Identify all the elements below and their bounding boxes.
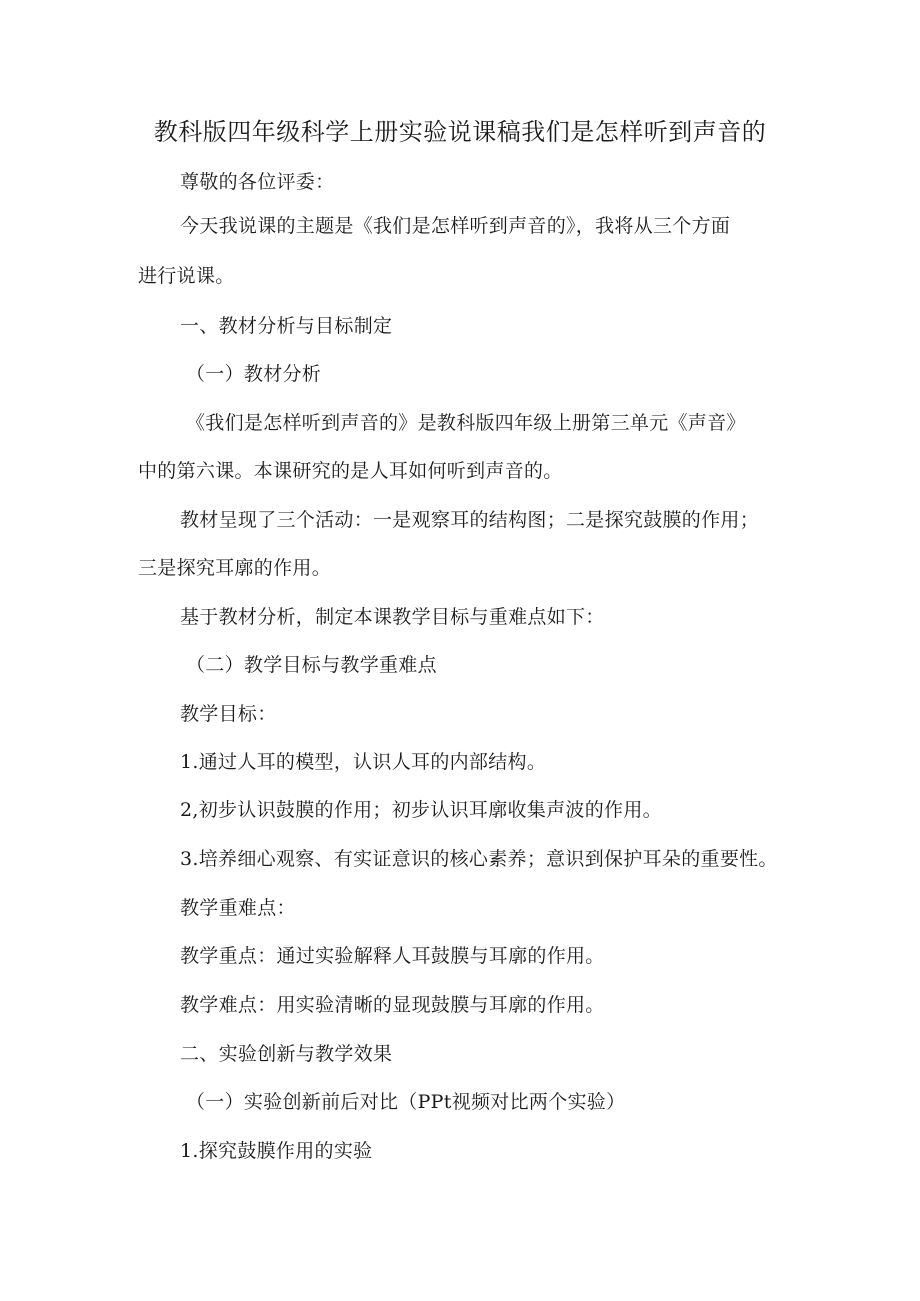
list-item: 1.探究鼓膜作用的实验 xyxy=(180,1140,373,1162)
paragraph-line: 三是探究耳廓的作用。 xyxy=(138,557,332,579)
paragraph-line: 教材呈现了三个活动：一是观察耳的结构图；二是探究鼓膜的作用； xyxy=(180,509,760,531)
paragraph-line: 教学重难点： xyxy=(180,897,296,919)
list-item: 3.培养细心观察、有实证意识的核心素养；意识到保护耳朵的重要性。 xyxy=(180,848,778,870)
paragraph-line: 教学目标： xyxy=(180,703,277,725)
subsection-heading: （一）实验创新前后对比（PPt视频对比两个实验） xyxy=(186,1091,626,1113)
subsection-heading: （二）教学目标与教学重难点 xyxy=(186,654,437,676)
section-heading: 二、实验创新与教学效果 xyxy=(180,1043,393,1065)
paragraph-line: 教学重点：通过实验解释人耳鼓膜与耳廓的作用。 xyxy=(180,945,605,967)
salutation-line: 尊敬的各位评委： xyxy=(180,171,335,193)
paragraph-line: 进行说课。 xyxy=(138,265,235,287)
list-item: 2,初步认识鼓膜的作用；初步认识耳廓收集声波的作用。 xyxy=(180,799,662,821)
paragraph-line: 教学难点：用实验清晰的显现鼓膜与耳廓的作用。 xyxy=(180,994,605,1016)
paragraph-line: 中的第六课。本课研究的是人耳如何听到声音的。 xyxy=(138,460,563,482)
section-heading: 一、教材分析与目标制定 xyxy=(180,315,393,337)
paragraph-line: 基于教材分析，制定本课教学目标与重难点如下： xyxy=(180,606,605,628)
subsection-heading: （一）教材分析 xyxy=(186,363,322,385)
list-item: 1.通过人耳的模型，认识人耳的内部结构。 xyxy=(180,751,547,773)
document-title: 教科版四年级科学上册实验说课稿我们是怎样听到声音的 xyxy=(153,118,767,146)
paragraph-line: 《我们是怎样听到声音的》是教科版四年级上册第三单元《声音》 xyxy=(186,412,746,434)
paragraph-line: 今天我说课的主题是《我们是怎样听到声音的》，我将从三个方面 xyxy=(180,215,731,237)
